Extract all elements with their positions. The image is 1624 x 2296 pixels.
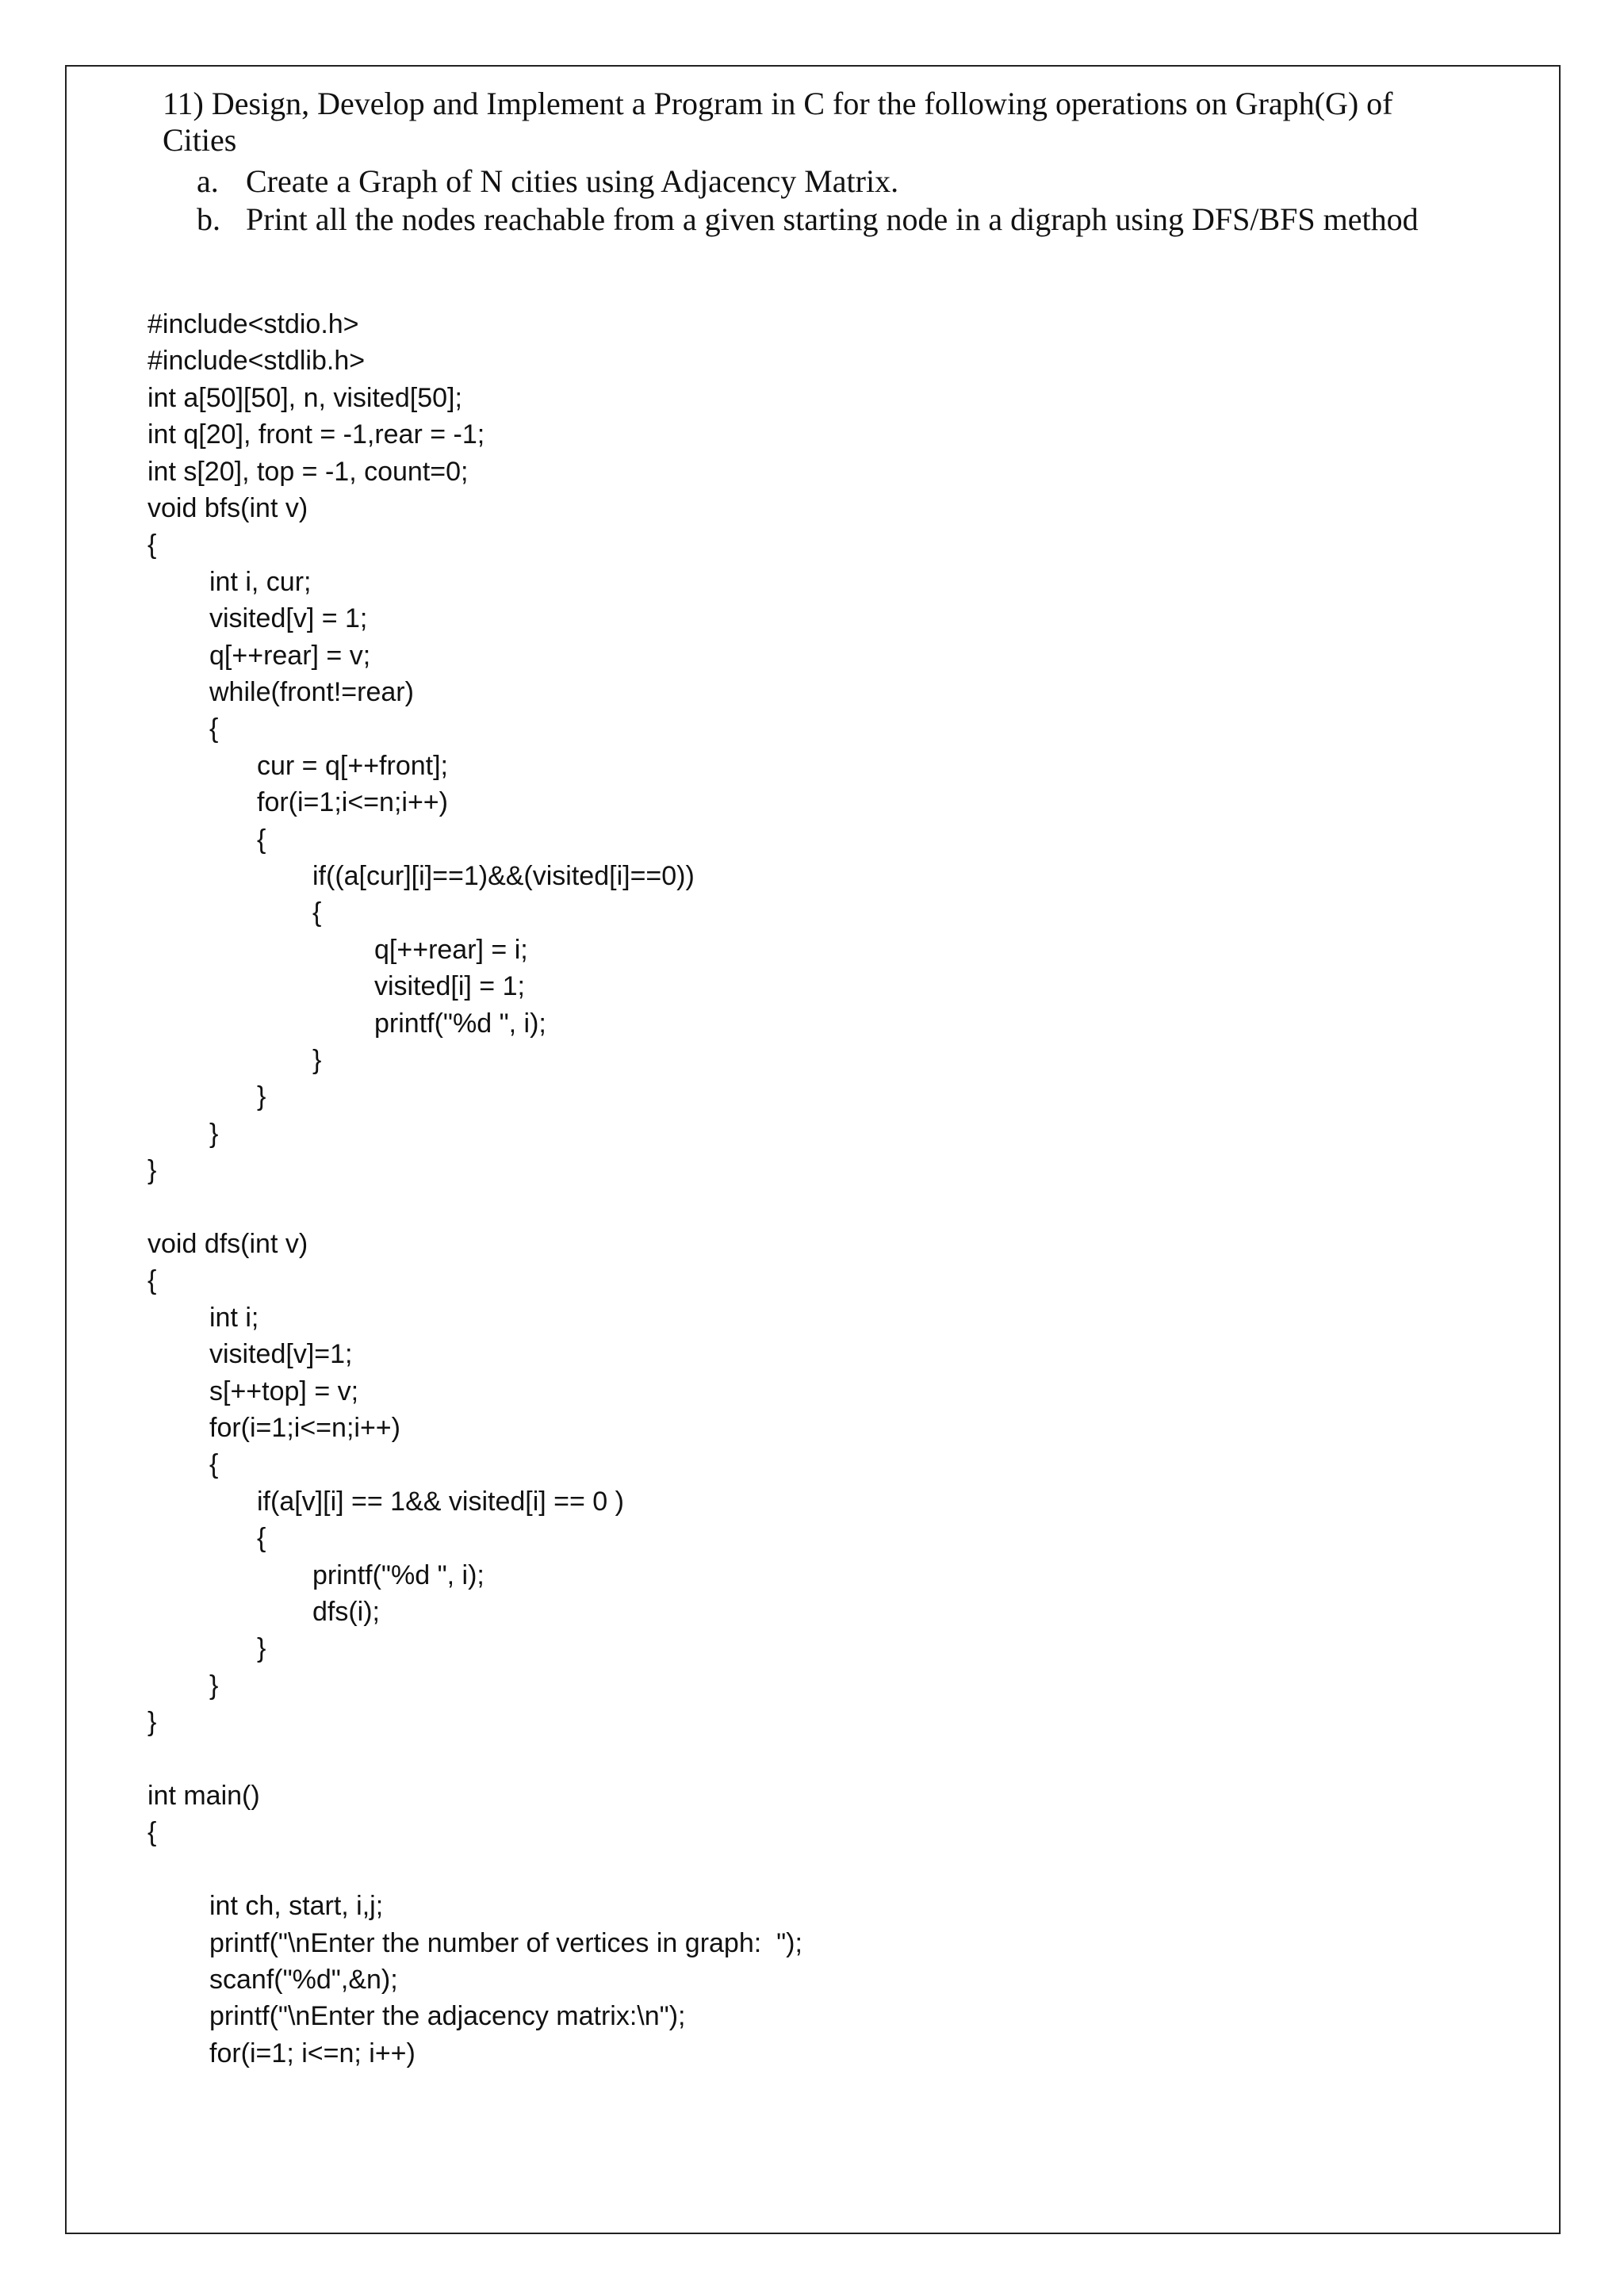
code-line: for(i=1;i<=n;i++) (209, 1413, 400, 1443)
code-line: void dfs(int v) (147, 1229, 308, 1259)
code-line: dfs(i); (312, 1597, 380, 1627)
code-line: { (147, 1817, 157, 1848)
code-line: int i; (209, 1302, 259, 1333)
code-line: int ch, start, i,j; (209, 1891, 384, 1922)
code-line: if(a[v][i] == 1&& visited[i] == 0 ) (257, 1486, 624, 1517)
question-heading (163, 86, 1511, 159)
code-line: { (147, 1265, 157, 1296)
code-line: { (147, 530, 157, 561)
code-line: { (312, 897, 322, 928)
code-line: cur = q[++front]; (257, 750, 448, 781)
task-marker: b. (197, 201, 220, 237)
code-line: } (312, 1045, 322, 1075)
code-line: int s[20], top = -1, count=0; (147, 456, 469, 487)
code-line: } (209, 1118, 219, 1149)
code-line: { (257, 1523, 266, 1554)
task-item-a (197, 163, 1545, 200)
task-text: Create a Graph of N cities using Adjacency Matrix. (246, 163, 899, 199)
code-line: q[++rear] = i; (374, 934, 528, 965)
question-title-line1: 11) Design, Develop and Implement a Program in C for the following operations on Graph(G) of (163, 86, 1393, 121)
code-line: } (257, 1081, 266, 1112)
code-line: for(i=1;i<=n;i++) (257, 787, 448, 818)
code-line: { (257, 824, 266, 855)
code-line: printf("%d ", i); (312, 1559, 485, 1590)
code-line: { (209, 1449, 219, 1480)
code-line: } (147, 1707, 157, 1738)
code-line: #include<stdlib.h> (147, 346, 366, 377)
code-line: int q[20], front = -1,rear = -1; (147, 419, 485, 450)
code-line: visited[i] = 1; (374, 971, 525, 1002)
task-list (197, 163, 1545, 239)
code-line: int i, cur; (209, 566, 312, 597)
code-line: visited[v] = 1; (209, 603, 368, 634)
task-marker: a. (197, 163, 219, 199)
task-text: Print all the nodes reachable from a given starting node in a digraph using DFS/BFS method (246, 201, 1419, 237)
code-line: #include<stdio.h> (147, 309, 359, 339)
code-line: scanf("%d",&n); (209, 1965, 398, 1995)
code-line: int main() (147, 1781, 260, 1811)
code-line: s[++top] = v; (209, 1376, 359, 1406)
code-line: printf("\nEnter the adjacency matrix:\n"); (209, 2001, 686, 2032)
code-line: printf("%d ", i); (374, 1008, 546, 1039)
code-line: } (147, 1155, 157, 1186)
code-line: void bfs(int v) (147, 493, 308, 523)
code-line: if((a[cur][i]==1)&&(visited[i]==0)) (312, 861, 695, 891)
code-line: visited[v]=1; (209, 1339, 353, 1370)
code-line: printf("\nEnter the number of vertices in graph: "); (209, 1927, 802, 1958)
code-line: } (209, 1670, 219, 1701)
question-title-line2: Cities (163, 122, 237, 158)
code-line: { (209, 714, 219, 744)
code-line: } (257, 1633, 266, 1664)
code-line: q[++rear] = v; (209, 640, 371, 671)
code-line: int a[50][50], n, visited[50]; (147, 382, 462, 413)
code-line: for(i=1; i<=n; i++) (209, 2038, 416, 2068)
code-line: while(front!=rear) (209, 677, 414, 707)
task-item-b (197, 201, 1545, 238)
